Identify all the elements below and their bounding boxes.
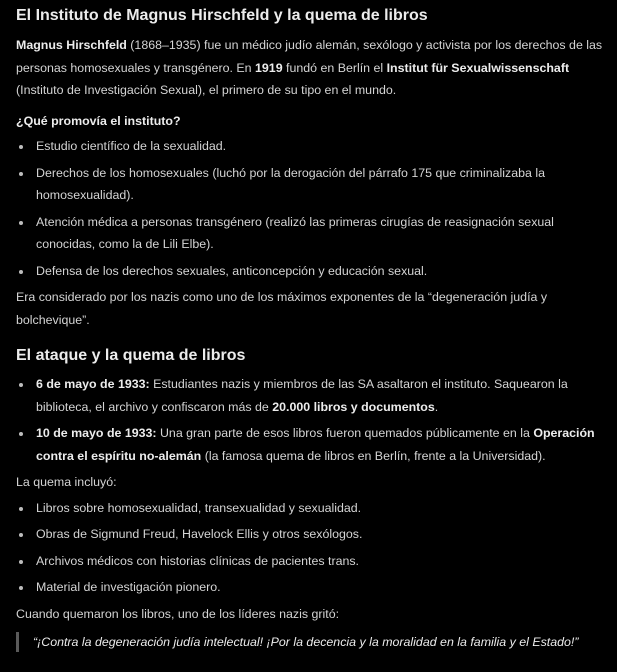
bullet-icon	[19, 383, 23, 387]
operation-name: Operación contra el espíritu no-alemán	[36, 426, 595, 463]
events-list	[16, 373, 611, 467]
institute-name: Institut für Sexualwissenschaft	[386, 60, 570, 75]
list-item: Derechos de los homosexuales (luchó por la derogación del párrafo 175 que criminalizaba la homosexualidad).	[16, 162, 611, 207]
event-date: 6 de mayo de 1933:	[36, 377, 150, 391]
section-title-ataque: El ataque y la quema de libros	[16, 347, 246, 364]
blockquote: “¡Contra la degeneración judía intelectual! ¡Por la decencia y la moralidad en la familia y el Estado!”	[16, 632, 611, 652]
list-item: Material de investigación pionero.	[16, 576, 611, 599]
list-item: 6 de mayo de 1933: Estudiantes nazis y miembros de las SA asaltaron el instituto. Saquearon la biblioteca, el archivo y confiscaron más de 20.000 libros y documentos.	[16, 373, 611, 418]
bullet-icon	[19, 432, 23, 436]
list-item: Obras de Sigmund Freud, Havelock Ellis y otros sexólogos.	[16, 523, 611, 546]
intro-paragraph: Magnus Hirschfeld (1868–1935) fue un médico judío alemán, sexólogo y activista por los derechos de las personas homosexuales y transgénero. En 1919 fundó en Berlín el Institut für Sexualwissenschaft (Instituto de Investigación Sexual), el primero de su tipo en el mundo.	[16, 38, 603, 97]
bullet-icon	[19, 560, 23, 564]
section-title-instituto: El Instituto de Magnus Hirschfeld y la quema de libros	[16, 7, 428, 24]
question-heading: ¿Qué promovía el instituto?	[16, 113, 181, 128]
bullet-icon	[19, 270, 23, 274]
bullet-icon	[19, 145, 23, 149]
includes-label: La quema incluyó:	[16, 475, 117, 489]
list-item: Estudio científico de la sexualidad.	[16, 135, 611, 158]
list-item: Archivos médicos con historias clínicas de pacientes trans.	[16, 550, 611, 573]
bullet-icon	[19, 221, 23, 225]
promoted-list	[16, 135, 611, 282]
closing-paragraph: Era considerado por los nazis como uno de los máximos exponentes de la “degeneración judía y bolchevique”.	[16, 290, 548, 327]
shout-intro: Cuando quemaron los libros, uno de los líderes nazis gritó:	[16, 606, 340, 621]
list-item: Libros sobre homosexualidad, transexualidad y sexualidad.	[16, 497, 611, 520]
event-date: 10 de mayo de 1933:	[36, 426, 157, 440]
list-item: Atención médica a personas transgénero (realizó las primeras cirugías de reasignación sexual conocidas, como la de Lili Elbe).	[16, 211, 611, 256]
bullet-icon	[19, 533, 23, 537]
bullet-icon	[19, 507, 23, 511]
burned-list	[16, 497, 611, 599]
name-magnus-hirschfeld: Magnus Hirschfeld	[16, 38, 127, 52]
year-founded: 1919	[255, 60, 283, 75]
list-item: Defensa de los derechos sexuales, anticoncepción y educación sexual.	[16, 260, 611, 283]
bullet-icon	[19, 172, 23, 176]
bullet-icon	[19, 586, 23, 590]
list-item: 10 de mayo de 1933: Una gran parte de esos libros fueron quemados públicamente en la Operación contra el espíritu no-alemán (la famosa quema de libros en Berlín, frente a la Universidad).	[16, 422, 611, 467]
books-count: 20.000 libros y documentos	[272, 399, 435, 414]
